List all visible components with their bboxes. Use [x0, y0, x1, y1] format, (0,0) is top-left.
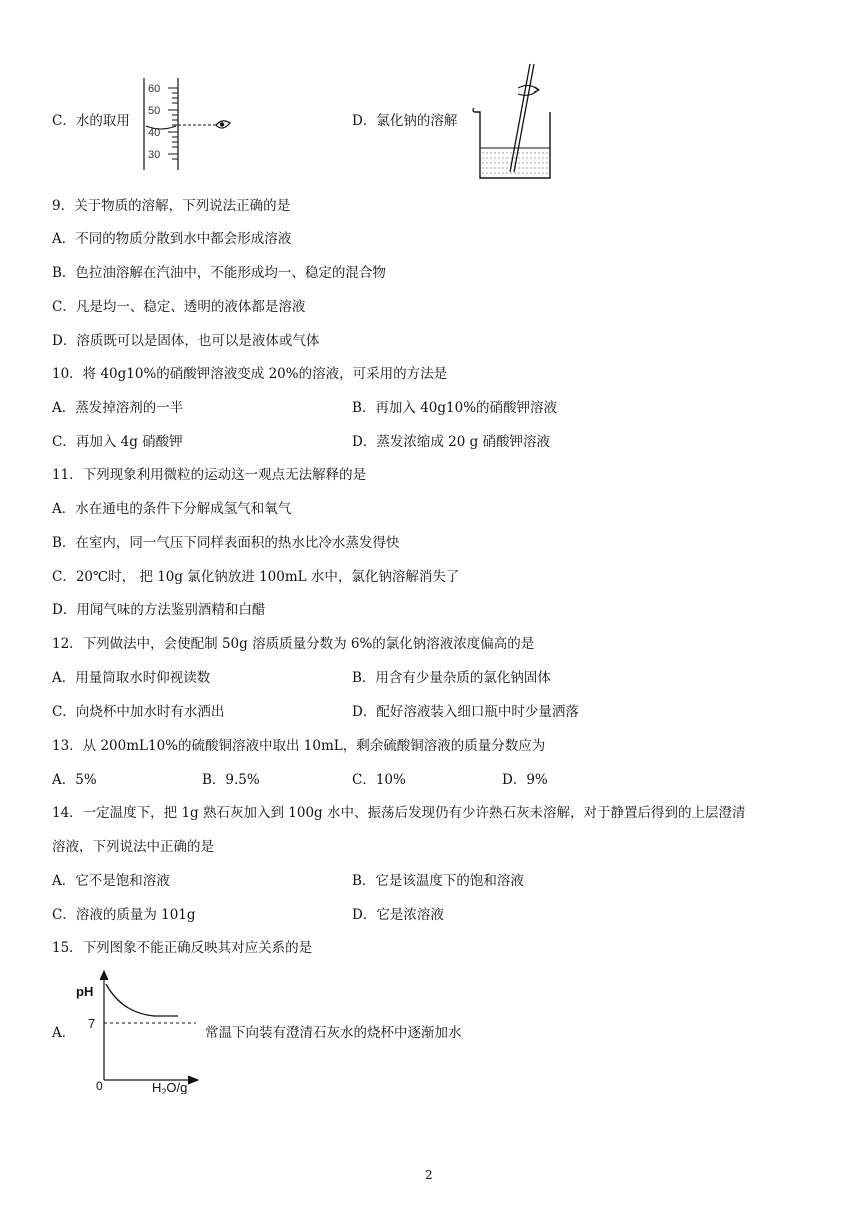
q15-option-a-desc: 常温下向装有澄清石灰水的烧杯中逐渐加水 — [205, 1025, 462, 1041]
q10-option-c: C．再加入 4g 硝酸钾 — [52, 434, 183, 450]
eye-icon — [216, 121, 230, 128]
beaker-stirring-figure — [470, 60, 560, 182]
q14-option-c: C．溶液的质量为 101g — [52, 907, 196, 923]
page-number: 2 — [425, 1168, 433, 1182]
q9-stem: 9．关于物质的溶解，下列说法正确的是 — [52, 198, 291, 214]
q10-option-b: B．再加入 40g10%的硝酸钾溶液 — [352, 400, 558, 416]
tick-30: 30 — [148, 149, 161, 161]
q9-option-a: A．不同的物质分散到水中都会形成溶液 — [52, 231, 292, 247]
y-tick-7: 7 — [88, 1016, 96, 1031]
q8-option-d: D．氯化钠的溶解 — [352, 113, 458, 129]
q9-option-c: C．凡是均一、稳定、透明的液体都是溶液 — [52, 299, 306, 315]
q12-option-c: C．向烧杯中加水时有水洒出 — [52, 704, 225, 720]
q12-option-a: A．用量筒取水时仰视读数 — [52, 670, 211, 686]
q10-option-a: A．蒸发掉溶剂的一半 — [52, 400, 184, 416]
q8-option-c: C．水的取用 — [52, 113, 130, 129]
q14-option-d: D．它是浓溶液 — [352, 907, 444, 923]
q13-option-d: D．9% — [502, 772, 548, 788]
q13-option-c: C．10% — [352, 772, 406, 788]
q12-option-b: B．用含有少量杂质的氯化钠固体 — [352, 670, 551, 686]
q13-option-a: A．5% — [52, 772, 97, 788]
q14-stem-line1: 14．一定温度下，把 1g 熟石灰加入到 100g 水中、振荡后发现仍有少许熟石灰未溶解，对于静置后得到的上层澄清 — [52, 805, 746, 821]
q11-option-b: B．在室内，同一气压下同样表面积的热水比冷水蒸发得快 — [52, 535, 400, 551]
q14-option-b: B．它是该温度下的饱和溶液 — [352, 873, 524, 889]
q11-stem: 11．下列现象利用微粒的运动这一观点无法解释的是 — [52, 467, 367, 483]
q10-stem: 10．将 40g10%的硝酸钾溶液变成 20%的溶液，可采用的方法是 — [52, 366, 448, 382]
y-label: pH — [76, 984, 94, 999]
q15-stem: 15．下列图象不能正确反映其对应关系的是 — [52, 940, 313, 956]
tick-50: 50 — [148, 105, 161, 117]
tick-40: 40 — [148, 127, 161, 139]
q14-option-a: A．它不是饱和溶液 — [52, 873, 170, 889]
q13-stem: 13．从 200mL10%的硫酸铜溶液中取出 10mL，剩余硫酸铜溶液的质量分数应为 — [52, 738, 546, 754]
x-label: $H_2O/g$ — [152, 1080, 188, 1094]
q13-option-b: B．9.5% — [202, 772, 260, 788]
q11-option-c: C．20℃时， 把 10g 氯化钠放进 100mL 水中，氯化钠溶解消失了 — [52, 569, 460, 585]
ph-water-graph — [74, 966, 204, 1094]
q9-option-d: D．溶质既可以是固体，也可以是液体或气体 — [52, 333, 320, 349]
origin-label: 0 — [96, 1079, 103, 1093]
q15-option-a-label: A． — [52, 1025, 76, 1041]
q10-option-d: D．蒸发浓缩成 20 g 硝酸钾溶液 — [352, 434, 551, 450]
q11-option-a: A．水在通电的条件下分解成氢气和氧气 — [52, 501, 292, 517]
q11-option-d: D．用闻气味的方法鉴别酒精和白醋 — [52, 602, 266, 618]
ph-curve — [106, 984, 178, 1016]
q14-stem-line2: 溶液，下列说法中正确的是 — [52, 839, 214, 855]
tick-60: 60 — [148, 83, 161, 95]
q12-option-d: D．配好溶液装入细口瓶中时少量洒落 — [352, 704, 579, 720]
q12-stem: 12．下列做法中，会使配制 50g 溶质质量分数为 6%的氯化钠溶液浓度偏高的是 — [52, 636, 535, 652]
q9-option-b: B．色拉油溶解在汽油中，不能形成均一、稳定的混合物 — [52, 265, 386, 281]
graduated-cylinder-figure — [138, 74, 238, 174]
